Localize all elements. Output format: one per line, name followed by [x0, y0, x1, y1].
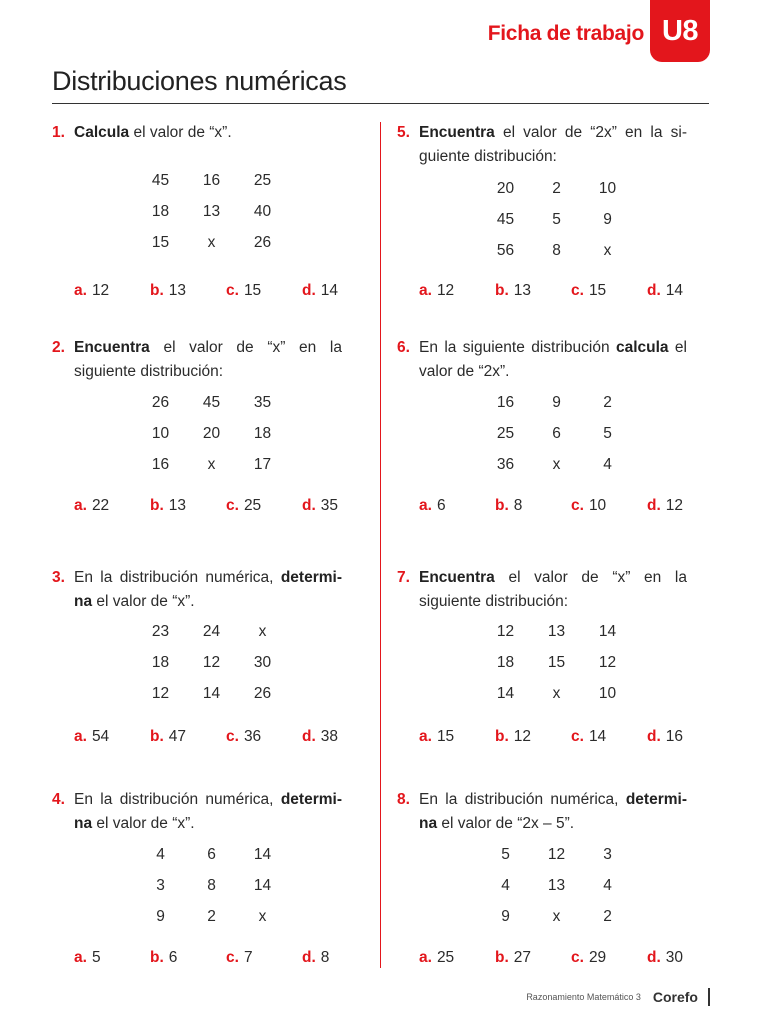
- grid-cell: 8: [552, 241, 561, 259]
- prompt-text: el valor de “2x – 5”.: [437, 815, 575, 832]
- grid-cell: 18: [253, 424, 272, 442]
- grid-row: [135, 647, 288, 678]
- grid-cell: 35: [253, 393, 272, 411]
- option-letter: c.: [226, 497, 239, 514]
- grid-cell: 18: [151, 202, 170, 220]
- number-grid: [480, 387, 633, 480]
- grid-cell: 36: [496, 455, 515, 473]
- grid-row: [135, 678, 288, 709]
- option-letter: a.: [419, 949, 432, 966]
- option-letter: a.: [419, 728, 432, 745]
- option-value: 14: [320, 282, 339, 299]
- option-letter: b.: [150, 949, 164, 966]
- prompt-keyword: determina: [419, 791, 687, 832]
- answer-option[interactable]: [150, 728, 226, 746]
- grid-row: [480, 839, 633, 870]
- option-value: 25: [243, 497, 262, 514]
- answer-option[interactable]: [647, 949, 723, 967]
- grid-cell: 4: [603, 455, 612, 473]
- option-letter: c.: [571, 497, 584, 514]
- grid-cell: 23: [151, 622, 170, 640]
- grid-cell: 12: [496, 622, 515, 640]
- option-value: 15: [243, 282, 262, 299]
- problem-1: [52, 121, 342, 145]
- problem-number: 3.: [52, 569, 65, 586]
- option-letter: c.: [226, 728, 239, 745]
- option-letter: c.: [571, 728, 584, 745]
- grid-cell: 13: [547, 876, 566, 894]
- option-value: 27: [513, 949, 532, 966]
- option-value: 30: [665, 949, 684, 966]
- option-letter: c.: [226, 949, 239, 966]
- grid-cell: 30: [253, 653, 272, 671]
- option-value: 54: [91, 728, 110, 745]
- problem-number: 5.: [397, 124, 410, 141]
- option-value: 16: [665, 728, 684, 745]
- grid-cell: 26: [253, 233, 272, 251]
- grid-cell: 3: [603, 845, 612, 863]
- answer-options: [74, 282, 378, 300]
- problem-prompt: [397, 788, 687, 836]
- answer-option[interactable]: [495, 497, 571, 515]
- grid-row: [135, 387, 288, 418]
- grid-row: [135, 901, 288, 932]
- answer-option[interactable]: [74, 949, 150, 967]
- prompt-keyword: calcula: [615, 339, 669, 356]
- problem-number: 6.: [397, 339, 410, 356]
- option-value: 15: [588, 282, 607, 299]
- grid-cell: 4: [156, 845, 165, 863]
- grid-cell: 2: [207, 907, 216, 925]
- answer-option[interactable]: [571, 282, 647, 300]
- option-value: 36: [243, 728, 262, 745]
- prompt-text: el valor de “x”.: [92, 815, 195, 832]
- prompt-text: En la distribución numérica,: [74, 569, 281, 586]
- number-grid: [135, 839, 288, 932]
- answer-option[interactable]: [571, 497, 647, 515]
- footer-bar: [708, 988, 710, 1006]
- grid-cell: 45: [496, 210, 515, 228]
- grid-cell: x: [552, 455, 561, 473]
- grid-row: [135, 165, 288, 196]
- grid-cell: 2: [552, 179, 561, 197]
- option-letter: c.: [571, 282, 584, 299]
- option-letter: d.: [647, 282, 661, 299]
- prompt-keyword: determina: [74, 791, 342, 832]
- grid-cell: 15: [547, 653, 566, 671]
- grid-cell: 13: [547, 622, 566, 640]
- grid-cell: 16: [496, 393, 515, 411]
- answer-option[interactable]: [302, 949, 378, 967]
- answer-option[interactable]: [571, 728, 647, 746]
- answer-option[interactable]: [74, 282, 150, 300]
- option-value: 8: [513, 497, 523, 514]
- grid-row: [480, 173, 633, 204]
- option-value: 6: [168, 949, 178, 966]
- option-value: 29: [588, 949, 607, 966]
- grid-cell: 25: [253, 171, 272, 189]
- grid-cell: 9: [603, 210, 612, 228]
- problem-prompt: [52, 788, 342, 836]
- grid-cell: 18: [151, 653, 170, 671]
- number-grid: [480, 173, 633, 266]
- grid-cell: 14: [253, 876, 272, 894]
- answer-options: [74, 497, 378, 515]
- option-letter: b.: [495, 282, 509, 299]
- option-letter: d.: [302, 497, 316, 514]
- answer-options: [419, 728, 723, 746]
- grid-cell: 14: [598, 622, 617, 640]
- footer-brand: Corefo: [652, 989, 698, 1005]
- title-divider: [52, 103, 709, 104]
- problem-prompt: [397, 566, 687, 614]
- option-value: 12: [436, 282, 455, 299]
- number-grid: [135, 387, 288, 480]
- problem-number: 1.: [52, 124, 65, 141]
- option-value: 25: [436, 949, 455, 966]
- answer-option[interactable]: [302, 282, 378, 300]
- option-value: 47: [168, 728, 187, 745]
- option-value: 35: [320, 497, 339, 514]
- grid-cell: 12: [547, 845, 566, 863]
- grid-cell: 6: [552, 424, 561, 442]
- grid-cell: 12: [598, 653, 617, 671]
- grid-cell: 12: [202, 653, 221, 671]
- grid-cell: 8: [207, 876, 216, 894]
- answer-options: [419, 282, 723, 300]
- grid-cell: 17: [253, 455, 272, 473]
- grid-cell: 18: [496, 653, 515, 671]
- problem-2: [52, 336, 342, 384]
- grid-cell: 25: [496, 424, 515, 442]
- grid-row: [135, 870, 288, 901]
- grid-cell: 10: [598, 684, 617, 702]
- grid-cell: 5: [552, 210, 561, 228]
- option-letter: b.: [150, 728, 164, 745]
- prompt-text: el valor de “x”.: [129, 124, 232, 141]
- column-divider: [380, 122, 381, 968]
- option-value: 14: [588, 728, 607, 745]
- grid-cell: 14: [253, 845, 272, 863]
- prompt-keyword: Encuentra: [419, 569, 495, 586]
- answer-option[interactable]: [302, 728, 378, 746]
- page-title: Distribuciones numéricas: [52, 66, 347, 96]
- option-letter: d.: [647, 728, 661, 745]
- grid-cell: 10: [598, 179, 617, 197]
- grid-cell: 45: [151, 171, 170, 189]
- option-letter: b.: [150, 497, 164, 514]
- option-letter: d.: [302, 949, 316, 966]
- grid-cell: 56: [496, 241, 515, 259]
- number-grid: [480, 839, 633, 932]
- answer-option[interactable]: [495, 949, 571, 967]
- grid-cell: 14: [202, 684, 221, 702]
- grid-cell: 14: [496, 684, 515, 702]
- worksheet-label: Ficha de trabajo: [487, 22, 644, 45]
- grid-cell: 40: [253, 202, 272, 220]
- grid-cell: x: [207, 455, 216, 473]
- grid-row: [480, 449, 633, 480]
- answer-option[interactable]: [150, 497, 226, 515]
- problem-3: [52, 566, 342, 614]
- answer-option[interactable]: [150, 949, 226, 967]
- grid-cell: 45: [202, 393, 221, 411]
- option-value: 12: [513, 728, 532, 745]
- option-letter: d.: [647, 497, 661, 514]
- answer-option[interactable]: [647, 282, 723, 300]
- problem-number: 8.: [397, 791, 410, 808]
- grid-cell: 2: [603, 393, 612, 411]
- prompt-text: el valor de “2x” en la siguiente distribución:: [419, 124, 687, 165]
- grid-cell: x: [603, 241, 612, 259]
- answer-option[interactable]: [226, 282, 302, 300]
- prompt-text: En la siguiente distribución: [419, 339, 616, 356]
- grid-cell: 24: [202, 622, 221, 640]
- answer-option[interactable]: [495, 282, 571, 300]
- option-letter: d.: [647, 949, 661, 966]
- option-value: 14: [665, 282, 684, 299]
- grid-cell: 26: [151, 393, 170, 411]
- grid-cell: 16: [202, 171, 221, 189]
- grid-cell: x: [552, 684, 561, 702]
- option-value: 13: [168, 282, 187, 299]
- option-value: 12: [91, 282, 110, 299]
- problem-8: [397, 788, 687, 836]
- grid-row: [480, 901, 633, 932]
- grid-row: [480, 387, 633, 418]
- answer-option[interactable]: [226, 497, 302, 515]
- grid-row: [480, 235, 633, 266]
- grid-cell: x: [258, 622, 267, 640]
- grid-cell: 13: [202, 202, 221, 220]
- option-letter: c.: [226, 282, 239, 299]
- grid-row: [135, 227, 288, 258]
- problem-prompt: [52, 121, 342, 145]
- problem-number: 2.: [52, 339, 65, 356]
- grid-cell: 15: [151, 233, 170, 251]
- answer-option[interactable]: [419, 949, 495, 967]
- answer-option[interactable]: [302, 497, 378, 515]
- problem-number: 4.: [52, 791, 65, 808]
- grid-cell: 9: [501, 907, 510, 925]
- prompt-text: el valor de “2x”.: [419, 339, 687, 380]
- prompt-text: En la distribución numérica,: [419, 791, 626, 808]
- grid-cell: 10: [151, 424, 170, 442]
- option-value: 13: [168, 497, 187, 514]
- grid-row: [480, 418, 633, 449]
- problem-4: [52, 788, 342, 836]
- answer-options: [74, 949, 378, 967]
- grid-cell: 5: [501, 845, 510, 863]
- grid-cell: 12: [151, 684, 170, 702]
- answer-option[interactable]: [419, 728, 495, 746]
- grid-row: [480, 616, 633, 647]
- grid-row: [480, 870, 633, 901]
- option-value: 5: [91, 949, 101, 966]
- grid-row: [480, 647, 633, 678]
- prompt-keyword: Encuentra: [74, 339, 150, 356]
- option-value: 6: [436, 497, 446, 514]
- problem-prompt: [52, 566, 342, 614]
- grid-row: [135, 616, 288, 647]
- footer: [526, 988, 710, 1006]
- grid-row: [135, 839, 288, 870]
- answer-option[interactable]: [647, 728, 723, 746]
- answer-option[interactable]: [647, 497, 723, 515]
- prompt-keyword: determina: [74, 569, 342, 610]
- option-letter: a.: [74, 949, 87, 966]
- answer-option[interactable]: [419, 282, 495, 300]
- grid-row: [480, 678, 633, 709]
- grid-row: [135, 449, 288, 480]
- number-grid: [135, 616, 288, 709]
- grid-cell: x: [258, 907, 267, 925]
- option-letter: d.: [302, 282, 316, 299]
- option-value: 8: [320, 949, 330, 966]
- problem-5: [397, 121, 687, 169]
- answer-option[interactable]: [571, 949, 647, 967]
- prompt-keyword: Encuentra: [419, 124, 495, 141]
- answer-options: [419, 497, 723, 515]
- answer-option[interactable]: [226, 728, 302, 746]
- option-letter: b.: [150, 282, 164, 299]
- problem-7: [397, 566, 687, 614]
- answer-option[interactable]: [419, 497, 495, 515]
- grid-row: [135, 196, 288, 227]
- answer-option[interactable]: [226, 949, 302, 967]
- prompt-text: el valor de “x”.: [92, 593, 195, 610]
- answer-option[interactable]: [495, 728, 571, 746]
- prompt-text: En la distribución numérica,: [74, 791, 281, 808]
- grid-cell: 4: [603, 876, 612, 894]
- prompt-text: el valor de “x” en la siguiente distribución:: [419, 569, 687, 610]
- grid-cell: 6: [207, 845, 216, 863]
- grid-cell: 26: [253, 684, 272, 702]
- prompt-text: el valor de “x” en la siguiente distribución:: [74, 339, 342, 380]
- answer-options: [74, 728, 378, 746]
- option-letter: d.: [302, 728, 316, 745]
- answer-option[interactable]: [150, 282, 226, 300]
- grid-cell: 9: [156, 907, 165, 925]
- problem-number: 7.: [397, 569, 410, 586]
- problem-prompt: [397, 336, 687, 384]
- prompt-keyword: Calcula: [74, 124, 130, 141]
- grid-cell: 4: [501, 876, 510, 894]
- option-value: 10: [588, 497, 607, 514]
- option-value: 12: [665, 497, 684, 514]
- option-value: 13: [513, 282, 532, 299]
- option-letter: a.: [419, 497, 432, 514]
- option-letter: a.: [419, 282, 432, 299]
- number-grid: [135, 165, 288, 258]
- problem-prompt: [52, 336, 342, 384]
- problem-prompt: [397, 121, 687, 169]
- option-value: 22: [91, 497, 110, 514]
- option-letter: b.: [495, 497, 509, 514]
- grid-cell: 16: [151, 455, 170, 473]
- option-value: 7: [243, 949, 253, 966]
- option-letter: b.: [495, 728, 509, 745]
- grid-cell: 20: [496, 179, 515, 197]
- problem-6: [397, 336, 687, 384]
- grid-row: [480, 204, 633, 235]
- option-letter: b.: [495, 949, 509, 966]
- grid-cell: 9: [552, 393, 561, 411]
- option-letter: a.: [74, 497, 87, 514]
- option-value: 15: [436, 728, 455, 745]
- grid-cell: x: [552, 907, 561, 925]
- unit-badge: U8: [650, 0, 710, 62]
- grid-cell: x: [207, 233, 216, 251]
- answer-option[interactable]: [74, 497, 150, 515]
- option-value: 38: [320, 728, 339, 745]
- answer-options: [419, 949, 723, 967]
- footer-series: Razonamiento Matemático 3: [526, 992, 641, 1002]
- answer-option[interactable]: [74, 728, 150, 746]
- grid-cell: 20: [202, 424, 221, 442]
- option-letter: a.: [74, 282, 87, 299]
- option-letter: a.: [74, 728, 87, 745]
- option-letter: c.: [571, 949, 584, 966]
- grid-cell: 2: [603, 907, 612, 925]
- grid-cell: 3: [156, 876, 165, 894]
- grid-cell: 5: [603, 424, 612, 442]
- number-grid: [480, 616, 633, 709]
- grid-row: [135, 418, 288, 449]
